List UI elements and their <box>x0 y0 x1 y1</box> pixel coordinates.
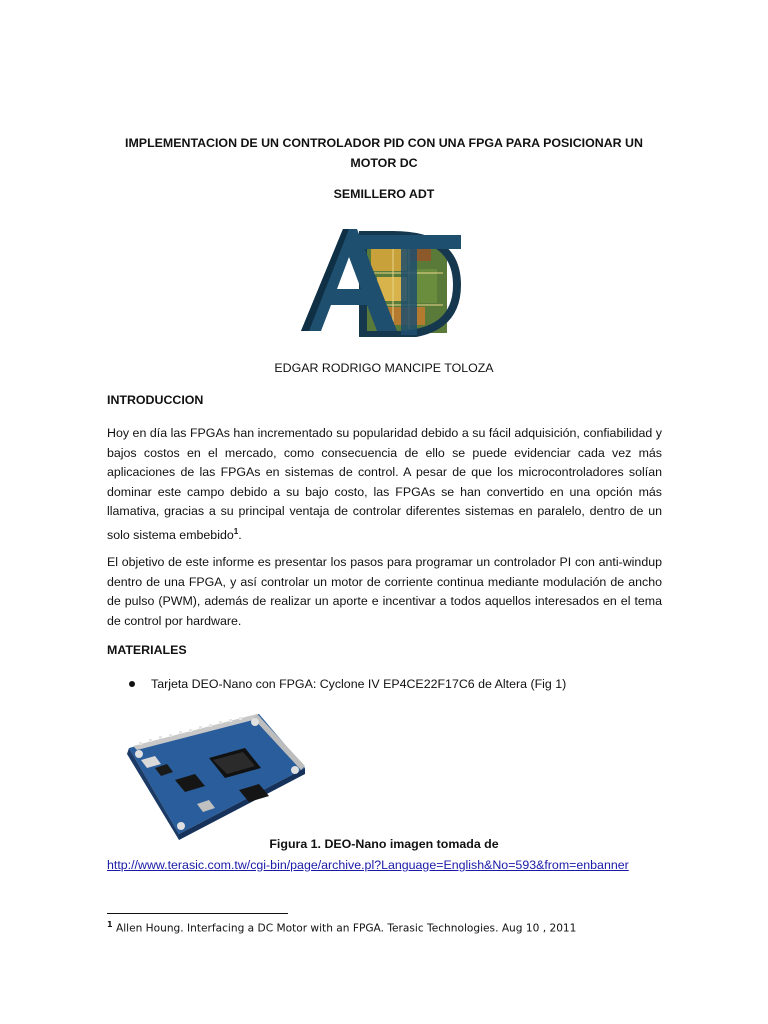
adt-logo <box>297 221 463 337</box>
figure-source-link[interactable]: http://www.terasic.com.tw/cgi-bin/page/archive.pl?Language=English&No=593&from=enbanner <box>107 858 629 872</box>
author-name: EDGAR RODRIGO MANCIPE TOLOZA <box>274 361 494 375</box>
footnote-number: 1 <box>107 920 113 929</box>
intro-paragraph-1-end: . <box>238 528 242 543</box>
list-item <box>129 677 566 691</box>
intro-paragraph-1-text: Hoy en día las FPGAs han incrementado su popularidad debido a su fácil adquisición, confiabilidad y bajos costos en el mercado, como consecuencia de ello se puede evidenciar cada vez más aplicaciones de las FPGAs en sistemas de control. A pesar de que los microcontroladores solían dominar este campo debido a su bajo costo, las FPGAs se han convertido en una opción más llamativa, gracias a su principal ventaja de controlar diferentes sistemas en paralelo, dentro de un solo sistema embebido <box>107 426 662 543</box>
intro-paragraph-1 <box>107 424 662 546</box>
figure-caption: Figura 1. DEO-Nano imagen tomada de <box>269 837 499 851</box>
section-heading-materiales: MATERIALES <box>107 643 187 657</box>
list-item-text: Tarjeta DEO-Nano con FPGA: Cyclone IV EP4CE22F17C6 de Altera (Fig 1) <box>151 677 567 691</box>
footnote-text: Allen Houng. Interfacing a DC Motor with an FPGA. Terasic Technologies. Aug 10 , 2011 <box>112 922 577 935</box>
footnote <box>107 920 576 935</box>
de0-nano-board-image <box>109 708 309 842</box>
intro-paragraph-2: El objetivo de este informe es presentar los pasos para programar un controlador PI con anti-windup dentro de una FPGA, y así controlar un motor de corriente continua mediante modulación de ancho de pulso (PWM), además de realizar un aporte e incentivar a todos aquellos interesados en el tema de control por hardware. <box>107 555 662 628</box>
document-title: IMPLEMENTACION DE UN CONTROLADOR PID CON UNA FPGA PARA POSICIONAR UN MOTOR DC <box>125 136 643 170</box>
section-heading-introduccion: INTRODUCCION <box>107 393 204 407</box>
footnote-divider <box>107 913 288 914</box>
bullet-icon <box>129 681 135 687</box>
footnote-ref[interactable]: 1 <box>233 526 239 536</box>
group-name: SEMILLERO ADT <box>333 187 435 201</box>
